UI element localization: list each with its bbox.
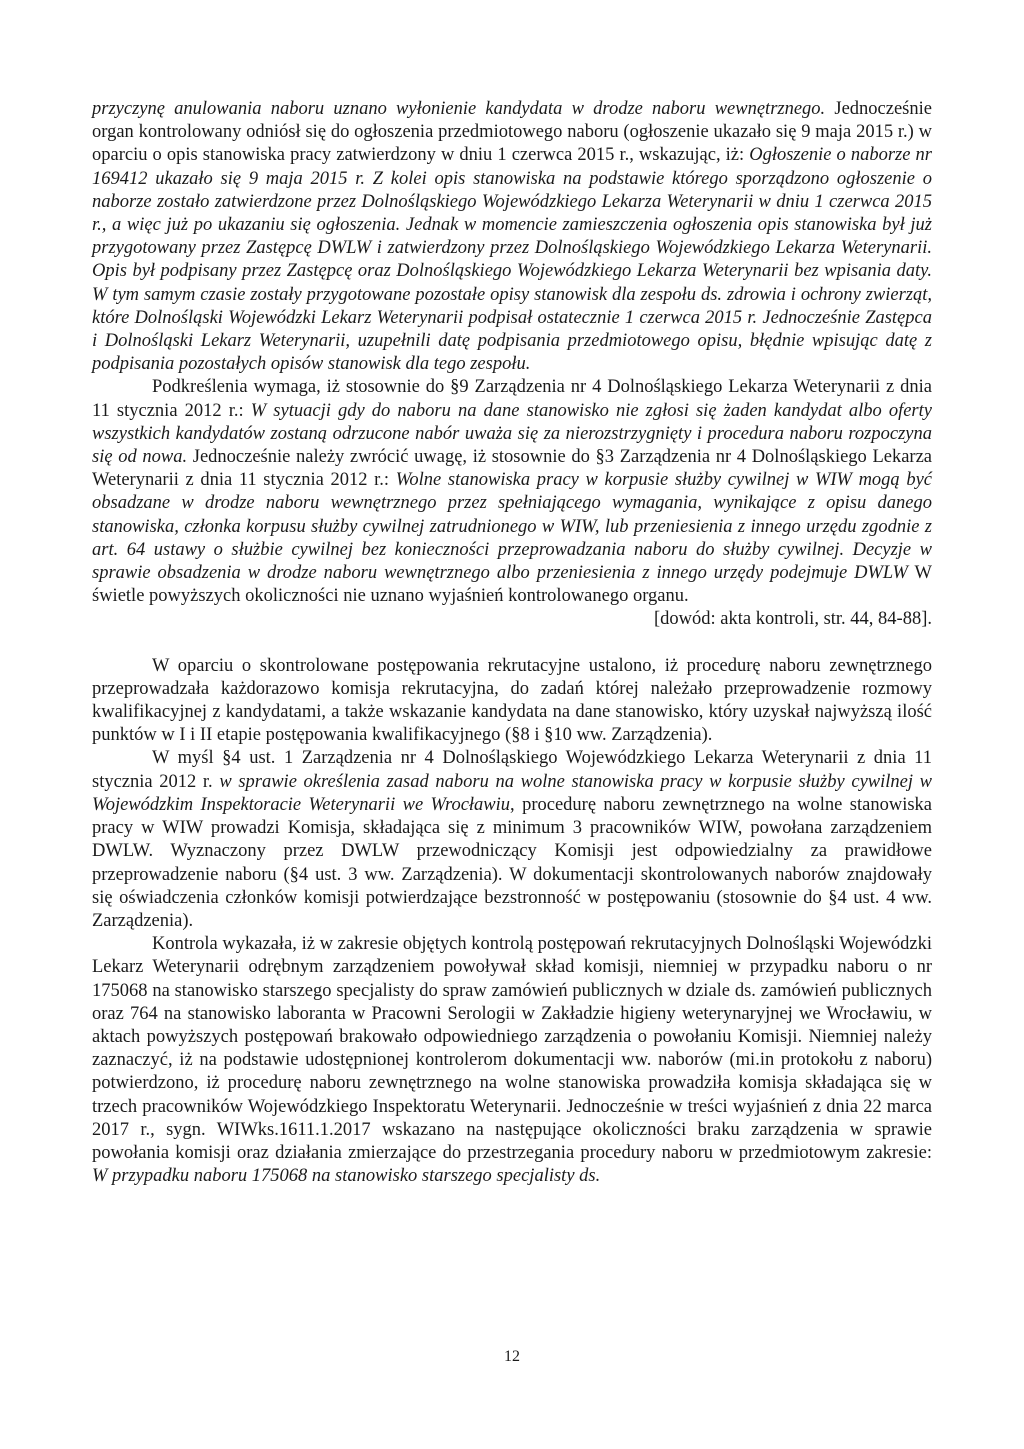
text-segment: Wolne stanowiska pracy w korpusie służby cywilnej w WIW mogą być obsadzane w drodze naboru wewnętrznego przez spełniającego wymagania, wynikające z opisu danego stanowiska, członka korpusu służby cywilnej zatrudnionego w WIW, lub przeniesienia z innego urzędu zgodnie z art. 64 ustawy o służbie cywilnej bez konieczności przeprowadzania naboru do służby cywilnej. Decyzje w sprawie obsadzenia w drodze naboru wewnętrznego albo przeniesienia z innego urzędy podejmuje DWLW: [92, 470, 932, 584]
paragraph-4: [92, 655, 932, 748]
text-segment: w sprawie określenia zasad naboru na wolne stanowiska pracy w korpusie służby cywilnej w Wojewódzkim Inspektoracie Weterynarii we Wrocławiu: [92, 771, 932, 815]
text-segment: W sytuacji gdy do naboru na dane stanowisko nie zgłosi się żaden kandydat albo oferty wszystkich kandydatów zostaną odrzucone nabór uważa się za nierozstrzygnięty i procedura naboru rozpoczyna się od nowa.: [92, 400, 932, 468]
text-segment: Ogłoszenie o naborze nr 169412 ukazało się 9 maja 2015 r. Z kolei opis stanowiska na podstawie którego sporządzono ogłoszenie o naborze zostało zatwierdzone przez Dolnośląskiego Wojewódzkiego Lekarza Weterynarii w dniu 1 czerwca 2015 r., a więc już po ukazaniu się ogłoszenia. Jednak w momencie zamieszczenia ogłoszenia opis stanowiska był już przygotowany przez Zastępcę DWLW i zatwierdzony przez Dolnośląskiego Wojewódzkiego Lekarza Weterynarii. Opis był podpisany przez Zastępcę oraz Dolnośląskiego Wojewódzkiego Lekarza Weterynarii bez wpisania daty. W tym samym czasie zostały przygotowane pozostałe opisy stanowisk dla zespołu ds. zdrowia i ochrony zwierząt, które Dolnośląski Wojewódzki Lekarz Weterynarii podpisał ostatecznie 1 czerwca 2015 r. Jednocześnie Zastępca i Dolnośląski Lekarz Weterynarii, uzupełnili datę podpisania przedmiotowego opisu, błędnie wpisując datę z podpisania pozostałych opisów stanowisk dla tego zespołu.: [92, 145, 932, 375]
page-number: 12: [504, 1348, 520, 1365]
document-body: [92, 98, 932, 1188]
paragraph-1: [92, 98, 932, 376]
paragraph-2: [92, 376, 932, 608]
paragraph-5: [92, 747, 932, 933]
text-segment: Podkreślenia wymaga, iż stosownie do §9 Zarządzenia nr 4 Dolnośląskiego Lekarza Weterynarii z dnia 11 stycznia 2012 r.:: [92, 377, 932, 421]
text-segment: W oparciu o skontrolowane postępowania rekrutacyjne ustalono, iż procedurę naboru zewnętrznego przeprowadzała każdorazowo komisja rekrutacyjna, do zadań której należało przeprowadzenie rozmowy kwalifikacyjnej z kandydatami, a także wskazanie kandydata na dane stanowisko, który uzyskał najwyższą ilość punktów w I i II etapie postępowania kwalifikacyjnego (§8 i §10 ww. Zarządzenia).: [92, 655, 932, 746]
evidence-reference: [92, 608, 932, 631]
text-segment: W myśl §4 ust. 1 Zarządzenia nr 4 Dolnośląskiego Wojewódzkiego Lekarza Weterynarii z dnia 11 stycznia 2012 r.: [92, 748, 932, 792]
text-segment: W przypadku naboru 175068 na stanowisko starszego specjalisty ds.: [92, 1166, 601, 1187]
text-segment: Jednocześnie organ kontrolowany odniósł się do ogłoszenia przedmiotowego naboru (ogłoszenie ukazało się 9 maja 2015 r.) w oparciu o opis stanowiska pracy zatwierdzony w dniu 1 czerwca 2015 r., wskazując, iż:: [92, 99, 932, 166]
paragraph-6: [92, 933, 932, 1188]
text-segment: przyczynę anulowania naboru uznano wyłonienie kandydata w drodze naboru wewnętrznego.: [92, 99, 826, 119]
text-segment: Jednocześnie należy zwrócić uwagę, iż stosownie do §3 Zarządzenia nr 4 Dolnośląskiego Lekarza Weterynarii z dnia 11 stycznia 2012 r.:: [92, 447, 933, 491]
text-segment: , procedurę naboru zewnętrznego na wolne stanowiska pracy w WIW prowadzi Komisja, składająca się z minimum 3 pracowników WIW, powołana zarządzeniem DWLW. Wyznaczony przez DWLW przewodniczący Komisji jest odpowiedzialny za prawidłowe przeprowadzenie naboru (§4 ust. 3 ww. Zarządzenia). W dokumentacji skontrolowanych naborów znajdowały się oświadczenia członków komisji potwierdzające bezstronność w postępowaniu (stosownie do §4 ust. 4 ww. Zarządzenia).: [92, 794, 932, 931]
text-segment: W świetle powyższych okoliczności nie uznano wyjaśnień kontrolowanego organu.: [92, 563, 932, 607]
text-segment: Kontrola wykazała, iż w zakresie objętych kontrolą postępowań rekrutacyjnych Dolnośląski Wojewódzki Lekarz Weterynarii odrębnym zarządzeniem powoływał skład komisji, niemniej w przypadku naboru o nr 175068 na stanowisko starszego specjalisty do spraw zamówień publicznych w dziale ds. zamówień publicznych oraz 764 na stanowisko laboranta w Pracowni Serologii w Zakładzie higieny weterynaryjnej we Wrocławiu, w aktach powyższych postępowań brakowało odpowiedniego zarządzenia o powołaniu Komisji. Niemniej należy zaznaczyć, iż na podstawie udostępnionej kontrolerom dokumentacji ww. naborów (mi.in protokołu z naboru) potwierdzono, iż procedurę naboru zewnętrznego na wolne stanowiska prowadziła komisja składająca się w trzech pracowników Wojewódzkiego Inspektoratu Weterynarii. Jednocześnie w treści wyjaśnień z dnia 22 marca 2017 r., sygn. WIWks.1611.1.2017 wskazano na następujące okoliczności braku zarządzenia w sprawie powołania komisji oraz działania zmierzające do przestrzegania procedury naboru w przedmiotowym zakresie:: [92, 934, 932, 1163]
text-segment: [dowód: akta kontroli, str. 44, 84-88].: [654, 609, 932, 630]
